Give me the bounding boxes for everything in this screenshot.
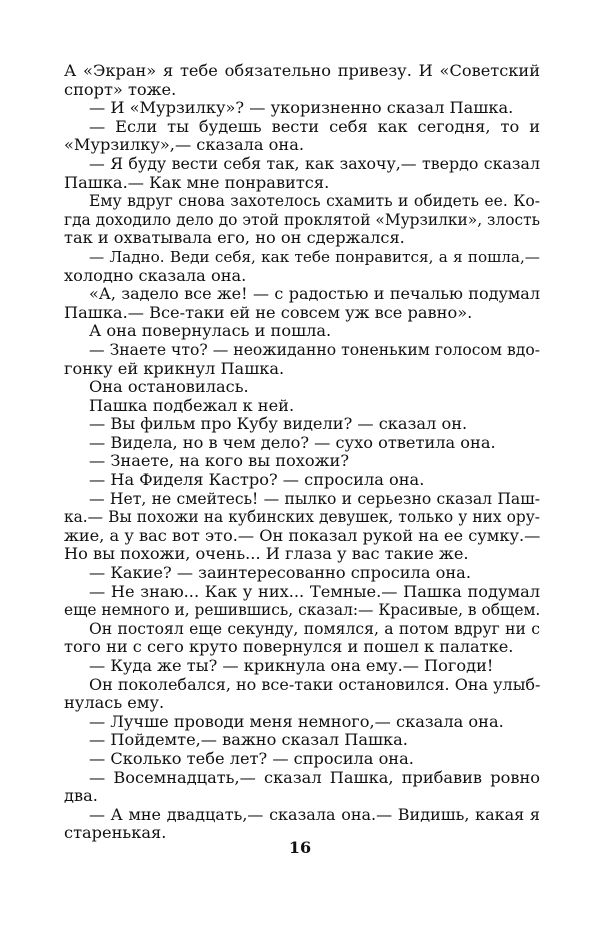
text-line: Пашка.— Все-таки ей не совсем уж все равно». [64, 302, 473, 322]
text-line: жие, а у вас вот это.— Он показал рукой на ее сумку.— [64, 525, 541, 545]
text-line: — А мне двадцать,— сказала она.— Видишь, какая я [89, 804, 540, 824]
text-line: нулась ему. [64, 693, 165, 713]
text-line: — Я буду вести себя так, как захочу,— твердо сказал [89, 153, 540, 173]
text-line: — Видела, но в чем дело? — сухо ответила она. [89, 432, 496, 452]
text-line: — Нет, не смейтесь! — пылко и серьезно сказал Паш- [89, 489, 540, 508]
text-line: «Мурзилку»,— сказала она. [64, 135, 305, 155]
text-line: — Куда же ты? — крикнула она ему.— Погоди! [89, 656, 494, 675]
text-line: еще немного и, решившись, сказал:— Красивые, в общем. [64, 601, 541, 620]
text-line: — Какие? — заинтересованно спросила она. [89, 563, 471, 583]
text-line: Он поколебался, но все-таки остановился. Она улыб- [89, 674, 541, 694]
text-line: холодно сказала она. [64, 265, 247, 285]
text-line: так и охватывала его, но он сдержался. [64, 228, 405, 248]
text-line: гда доходило дело до этой проклятой «Мурзилки», злость [64, 210, 540, 229]
text-line: — Вы фильм про Кубу видели? — сказал он. [89, 414, 468, 434]
page-body [64, 62, 540, 843]
text-line: — Знаете что? — неожиданно тоненьким голосом вдо- [89, 340, 540, 359]
text-line: спорт» тоже. [64, 79, 177, 99]
text-line: — Не знаю... Как у них... Темные.— Пашка подумал [89, 581, 540, 601]
text-line: — Восемнадцать,— сказал Пашка, прибавив ровно [89, 767, 540, 787]
text-line: — На Фиделя Кастро? — спросила она. [89, 470, 425, 490]
text-line: того ни с сего круто повернулся и пошел к палатке. [64, 637, 514, 657]
text-line: А «Экран» я тебе обязательно привезу. И «Советский [64, 61, 540, 80]
text-line: Пашка подбежал к ней. [89, 395, 295, 415]
text-line: два. [64, 786, 98, 806]
text-line: А она повернулась и пошла. [89, 321, 332, 341]
text-line: — Сколько тебе лет? — спросила она. [89, 748, 414, 768]
text-line: — Если ты будешь вести себя как сегодня, то и [89, 116, 540, 136]
text-line: — Пойдемте,— важно сказал Пашка. [89, 730, 408, 750]
text-line: «А, задело все же! — с радостью и печалью подумал [89, 284, 540, 304]
text-line: Он постоял еще секунду, помялся, а потом вдруг ни с [89, 619, 540, 638]
text-line: — Лучше проводи меня немного,— сказала она. [89, 711, 504, 731]
text-line: Она остановилась. [89, 377, 249, 397]
text-line: — И «Мурзилку»? — укоризненно сказал Пашка. [89, 98, 514, 118]
text-line: гонку ей крикнул Пашка. [64, 358, 285, 378]
text-line: Но вы похожи, очень... И глаза у вас такие же. [64, 544, 469, 564]
text-line: Ему вдруг снова захотелось схамить и обидеть ее. Ко- [89, 192, 540, 211]
text-line: старенькая. [64, 823, 167, 843]
text-line: — Ладно. Веди себя, как тебе понравится, а я пошла,— [89, 247, 540, 266]
text-line: ка.— Вы похожи на кубинских девушек, только у них ору- [64, 508, 540, 527]
text-line: Пашка.— Как мне понравится. [64, 172, 330, 192]
page-number: 16 [288, 838, 312, 857]
text-line: — Знаете, на кого вы похожи? [89, 451, 349, 471]
